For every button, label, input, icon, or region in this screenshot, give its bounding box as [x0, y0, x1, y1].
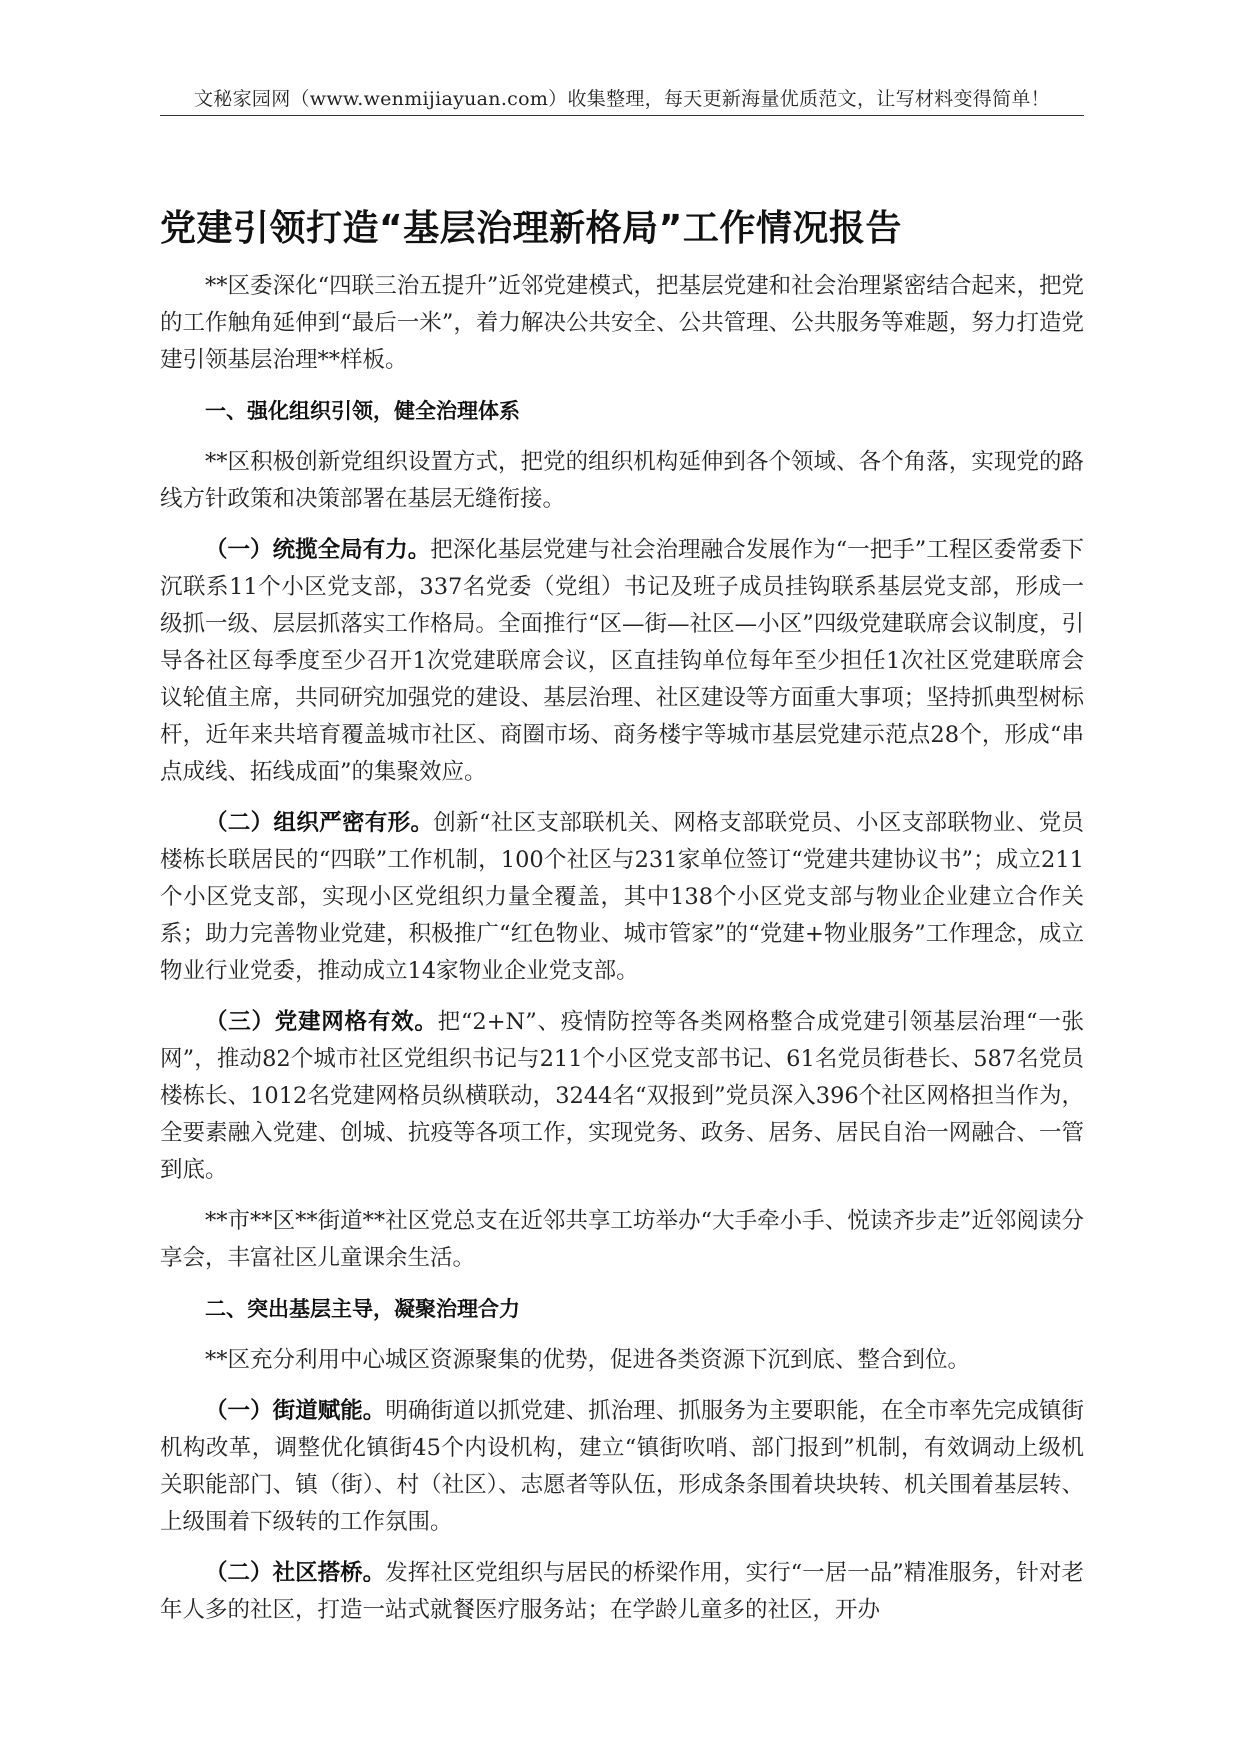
item-text: 把“2+N”、疫情防控等各类网格整合成党建引领基层治理“一张网”，推动82个城市社区党组织书记与211个小区党支部书记、61名党员街巷长、587名党员楼栋长、1012名党建网格员纵横联动，3244名“双报到”党员深入396个社区网格担当作为，全要素融入党建、创城、抗疫等各项工作，实现党务、政务、居务、居民自治一网融合、一管到底。 — [160, 1009, 1084, 1183]
item-text: 把深化基层党建与社会治理融合发展作为“一把手”工程区委常委下沉联系11个小区党支部，337名党委（党组）书记及班子成员挂钩联系基层党支部，形成一级抓一级、层层抓落实工作格局。全面推行“区—街—社区—小区”四级党建联席会议制度，引导各社区每季度至少召开1次党建联席会议，区直挂钩单位每年至少担任1次社区党建联席会议轮值主席，共同研究加强党的建设、基层治理、社区建设等方面重大事项；坚持抓典型树标杆，近年来共培育覆盖城市社区、商圈市场、商务楼宇等城市基层党建示范点28个，形成“串点成线、拓线成面”的集聚效应。 — [160, 537, 1084, 785]
section-1-heading: 一、强化组织引领，健全治理体系 — [205, 399, 520, 423]
section-2-item-1 — [160, 1393, 1084, 1541]
page-header: 文秘家园网（www.wenmijiayuan.com）收集整理，每天更新海量优质范文，让写材料变得简单！ — [160, 84, 1084, 116]
section-2-item-2 — [160, 1555, 1084, 1629]
item-text: 创新“社区支部联机关、网格支部联党员、小区支部联物业、党员楼栋长联居民的“四联”工作机制，100个社区与231家单位签订“党建共建协议书”；成立211个小区党支部，实现小区党组织力量全覆盖，其中138个小区党支部与物业企业建立合作关系；助力完善物业党建，积极推广“红色物业、城市管家”的“党建+物业服务”工作理念，成立物业行业党委，推动成立14家物业企业党支部。 — [160, 810, 1084, 984]
section-1-item-2 — [160, 805, 1084, 990]
section-2-intro: **区充分利用中心城区资源聚集的优势，促进各类资源下沉到底、整合到位。 — [205, 1347, 971, 1373]
item-lead: （一）街道赋能。 — [205, 1398, 386, 1424]
item-text: 发挥社区党组织与居民的桥梁作用，实行“一居一品”精准服务，针对老年人多的社区，打造一站式就餐医疗服务站；在学龄儿童多的社区，开办 — [160, 1560, 1084, 1623]
section-1-note: **市**区**街道**社区党总支在近邻共享工坊举办“大手牵小手、悦读齐步走”近邻阅读分享会，丰富社区儿童课余生活。 — [160, 1208, 1084, 1271]
section-2-heading: 二、突出基层主导，凝聚治理合力 — [205, 1297, 520, 1321]
item-lead: （二）社区搭桥。 — [205, 1560, 386, 1586]
item-lead: （三）党建网格有效。 — [205, 1009, 438, 1035]
item-text: 明确街道以抓党建、抓治理、抓服务为主要职能，在全市率先完成镇街机构改革，调整优化镇街45个内设机构，建立“镇街吹哨、部门报到”机制，有效调动上级机关职能部门、镇（街）、村（社区）、志愿者等队伍，形成条条围着块块转、机关围着基层转、上级围着下级转的工作氛围。 — [160, 1398, 1084, 1535]
item-lead: （二）组织严密有形。 — [205, 810, 434, 836]
document-title: 党建引领打造“基层治理新格局”工作情况报告 — [160, 208, 902, 249]
item-lead: （一）统揽全局有力。 — [205, 537, 431, 563]
intro-paragraph: **区委深化“四联三治五提升”近邻党建模式，把基层党建和社会治理紧密结合起来，把党的工作触角延伸到“最后一米”，着力解决公共安全、公共管理、公共服务等难题，努力打造党建引领基层治理**样板。 — [160, 273, 1084, 373]
section-1-item-3 — [160, 1004, 1084, 1189]
section-1-item-1 — [160, 532, 1084, 791]
document-body — [160, 268, 1084, 1643]
section-1-intro: **区积极创新党组织设置方式，把党的组织机构延伸到各个领域、各个角落，实现党的路线方针政策和决策部署在基层无缝衔接。 — [160, 449, 1084, 512]
